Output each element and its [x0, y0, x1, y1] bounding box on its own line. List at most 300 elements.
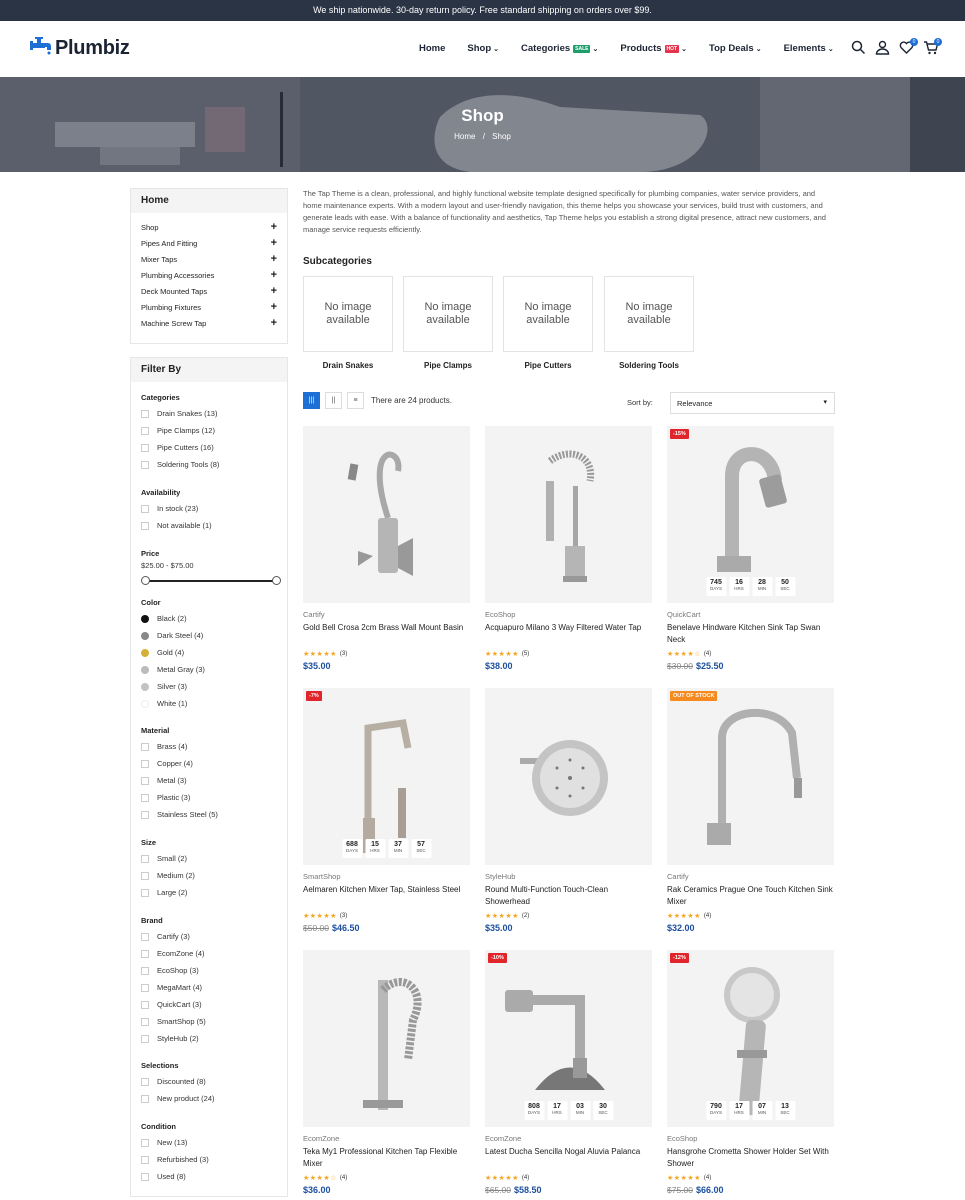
countdown-unit: MIN [575, 1110, 585, 1115]
countdown-unit: HRS [734, 586, 744, 591]
product-brand[interactable]: Cartify [667, 872, 689, 881]
filter-brand [141, 916, 281, 1047]
countdown-timer [706, 1101, 795, 1120]
filter-option[interactable] [141, 1073, 281, 1090]
filter-group-title: Availability [141, 488, 181, 497]
checkbox[interactable] [141, 410, 149, 418]
chevron-down-icon: ⌄ [493, 45, 500, 53]
star-rating-icon: ★★★★★ [485, 1174, 519, 1182]
review-count: (4) [703, 912, 712, 919]
list-view-button[interactable]: ≡ [347, 392, 364, 409]
category-item[interactable] [131, 299, 287, 315]
product-price [303, 1185, 470, 1195]
product-brand[interactable]: EcoShop [485, 610, 516, 619]
filter-option-label: Gold (4) [157, 648, 185, 657]
filter-option[interactable] [141, 627, 281, 644]
product-price [667, 661, 834, 671]
nav-label: Elements [783, 43, 826, 54]
filter-option[interactable] [141, 1030, 281, 1047]
color-swatch[interactable] [141, 666, 149, 674]
subcategory-label[interactable]: Drain Snakes [322, 361, 374, 370]
sort-select[interactable] [670, 392, 835, 414]
category-label: Deck Mounted Taps [141, 286, 208, 296]
announcement-text: We ship nationwide. 30-day return policy. Free standard shipping on orders over $99. [313, 5, 652, 15]
checkbox[interactable] [141, 1095, 149, 1103]
subcategory-card[interactable] [403, 276, 493, 370]
discount-badge: -7% [306, 691, 322, 701]
filter-selections [141, 1061, 281, 1107]
review-count: (4) [703, 1174, 712, 1181]
review-count: (3) [339, 912, 348, 919]
no-image-placeholder[interactable]: No image available [303, 276, 393, 352]
subcategory-card[interactable] [303, 276, 393, 370]
countdown-value: 07 [758, 1103, 766, 1110]
filter-option[interactable] [141, 867, 281, 884]
star-rating-icon: ★★★★☆ [303, 1174, 337, 1182]
nav-home[interactable] [419, 43, 445, 54]
rating [667, 1172, 834, 1183]
category-label: Pipes And Fitting [141, 238, 198, 248]
subcategory-card[interactable] [503, 276, 593, 370]
product-card[interactable] [303, 950, 470, 1200]
checkbox[interactable] [141, 743, 149, 751]
wishlist-heart-icon[interactable] [899, 40, 914, 57]
countdown-timer [524, 1101, 613, 1120]
product-card[interactable] [303, 688, 470, 938]
color-swatch[interactable] [141, 615, 149, 623]
color-swatch[interactable] [141, 649, 149, 657]
filter-option[interactable] [141, 962, 281, 979]
slider-handle-min[interactable] [141, 576, 150, 585]
announcement-bar [0, 0, 965, 21]
main-nav [419, 43, 856, 54]
filter-option-label: StyleHub (2) [157, 1034, 199, 1043]
product-count: There are 24 products. [371, 396, 452, 405]
product-card[interactable] [485, 688, 652, 938]
filter-option[interactable] [141, 500, 281, 517]
countdown-timer [706, 577, 795, 596]
category-tree-title[interactable]: Home [131, 189, 287, 213]
plus-icon[interactable]: + [270, 253, 277, 265]
countdown-value: 28 [758, 579, 766, 586]
product-card[interactable] [667, 688, 834, 938]
product-price [667, 923, 834, 933]
nav-label: Home [419, 43, 446, 54]
review-count: (4) [339, 1174, 348, 1181]
current-price: $35.00 [303, 661, 331, 671]
category-item[interactable] [131, 283, 287, 299]
filter-option-label: Stainless Steel (5) [157, 810, 218, 819]
countdown-box [775, 577, 795, 596]
plus-icon[interactable]: + [270, 301, 277, 313]
product-name[interactable]: Aelmaren Kitchen Mixer Tap, Stainless Steel [303, 885, 461, 894]
product-brand[interactable]: EcomZone [485, 1134, 522, 1143]
user-icon[interactable] [875, 40, 890, 57]
nav-label: Shop [467, 43, 492, 54]
countdown-box [706, 1101, 726, 1120]
category-item[interactable] [131, 315, 287, 331]
filter-categories [141, 393, 281, 473]
breadcrumb-separator: / [482, 132, 485, 141]
plus-icon[interactable]: + [270, 221, 277, 233]
category-label: Mixer Taps [141, 254, 178, 264]
price-slider[interactable] [141, 575, 281, 587]
chevron-down-icon: ⌄ [681, 45, 687, 53]
countdown-unit: DAYS [710, 586, 722, 591]
product-price [303, 923, 470, 933]
checkbox[interactable] [141, 950, 149, 958]
checkbox[interactable] [141, 1139, 149, 1147]
filter-option-label: Refurbished (3) [157, 1155, 209, 1164]
faucet-logo-icon [30, 36, 52, 61]
star-rating-icon: ★★★★☆ [667, 650, 701, 658]
current-price: $66.00 [696, 1185, 724, 1195]
product-card[interactable] [303, 426, 470, 676]
filter-group-title: Material [141, 726, 170, 735]
checkbox[interactable] [141, 1001, 149, 1009]
current-price: $25.50 [696, 661, 724, 671]
filter-option-label: Brass (4) [157, 742, 188, 751]
subcategory-label[interactable]: Soldering Tools [619, 361, 679, 370]
filter-option[interactable] [141, 772, 281, 789]
product-card[interactable] [485, 426, 652, 676]
filter-option-label: MegaMart (4) [157, 983, 203, 992]
product-photo [485, 426, 652, 603]
countdown-timer [342, 839, 431, 858]
checkbox[interactable] [141, 1156, 149, 1164]
checkbox[interactable] [141, 427, 149, 435]
review-count: (4) [521, 1174, 530, 1181]
nav-shop[interactable] [467, 43, 499, 54]
checkbox[interactable] [141, 760, 149, 768]
filter-option-label: EcomZone (4) [157, 949, 205, 958]
countdown-value: 17 [735, 1103, 743, 1110]
product-price [303, 661, 470, 671]
checkbox[interactable] [141, 1173, 149, 1181]
color-swatch[interactable] [141, 683, 149, 691]
subcategory-label[interactable]: Pipe Cutters [524, 361, 572, 370]
countdown-box [729, 1101, 749, 1120]
filter-availability [141, 488, 281, 534]
slider-track [145, 580, 277, 582]
product-name[interactable]: Teka My1 Professional Kitchen Tap Flexible Mixer [303, 1147, 458, 1168]
countdown-value: 15 [371, 841, 379, 848]
countdown-unit: SEC [598, 1110, 608, 1115]
countdown-value: 17 [553, 1103, 561, 1110]
countdown-value: 13 [781, 1103, 789, 1110]
old-price: $75.00 [667, 1185, 693, 1195]
filter-option[interactable] [141, 517, 281, 534]
countdown-unit: DAYS [346, 848, 358, 853]
filter-option[interactable] [141, 422, 281, 439]
category-label: Plumbing Accessories [141, 270, 215, 280]
cart-count: 0 [934, 38, 942, 46]
logo[interactable] [30, 36, 130, 61]
countdown-box [570, 1101, 590, 1120]
header-actions [851, 40, 938, 57]
filter-option[interactable] [141, 1013, 281, 1030]
no-image-placeholder[interactable]: No image available [403, 276, 493, 352]
category-label: Shop [141, 222, 159, 232]
filter-option[interactable] [141, 695, 281, 712]
rating [485, 648, 652, 659]
nav-categories[interactable] [521, 43, 598, 54]
product-image[interactable] [667, 950, 834, 1127]
countdown-unit: HRS [370, 848, 380, 853]
countdown-unit: SEC [416, 848, 426, 853]
filter-option-label: New (13) [157, 1138, 188, 1147]
filter-option[interactable] [141, 979, 281, 996]
filter-option-label: Pipe Cutters (16) [157, 443, 214, 452]
countdown-box [342, 839, 362, 858]
filter-option-label: Medium (2) [157, 871, 195, 880]
filter-option[interactable] [141, 644, 281, 661]
color-swatch[interactable] [141, 700, 149, 708]
filter-option-label: Plastic (3) [157, 793, 191, 802]
category-description: The Tap Theme is a clean, professional, and highly functional website template designed specifically for plumbing companies, water service providers, and home maintenance experts. With a modern layout and user-friendly navigation, this theme helps you showcase your services, build trust with customers, and generate leads with ease. With a balance of functionality and aesthetics, Tap Theme helps you establish a strong digital presence, attract new customers, and manage service requests efficiently. [303, 189, 826, 234]
filter-option-label: Cartify (3) [157, 932, 190, 941]
filter-option[interactable] [141, 1134, 281, 1151]
countdown-unit: DAYS [710, 1110, 722, 1115]
product-name[interactable]: Benelave Hindware Kitchen Sink Tap Swan Neck [667, 623, 821, 644]
checkbox[interactable] [141, 522, 149, 530]
category-item[interactable] [131, 219, 287, 235]
countdown-value: 808 [528, 1103, 540, 1110]
product-brand[interactable]: SmartShop [303, 872, 341, 881]
checkbox[interactable] [141, 933, 149, 941]
filter-option[interactable] [141, 996, 281, 1013]
old-price: $50.00 [303, 923, 329, 933]
checkbox[interactable] [141, 984, 149, 992]
product-name[interactable]: Gold Bell Crosa 2cm Brass Wall Mount Basin [303, 623, 464, 632]
cart-icon[interactable] [923, 40, 938, 57]
filter-condition [141, 1122, 281, 1185]
product-image[interactable] [485, 950, 652, 1127]
product-image[interactable] [485, 688, 652, 865]
filter-option[interactable] [141, 439, 281, 456]
countdown-unit: MIN [757, 586, 767, 591]
filter-option-label: EcoShop (3) [157, 966, 199, 975]
filter-option[interactable] [141, 456, 281, 473]
page-banner [0, 77, 965, 172]
current-price: $38.00 [485, 661, 513, 671]
filter-option[interactable] [141, 678, 281, 695]
page-title: Shop [461, 106, 504, 125]
filter-option-label: Discounted (8) [157, 1077, 206, 1086]
hot-badge: HOT [666, 45, 678, 52]
nav-top-deals[interactable] [709, 43, 762, 54]
countdown-box [706, 577, 726, 596]
grid-2-view-button[interactable]: || [325, 392, 342, 409]
checkbox[interactable] [141, 444, 149, 452]
star-rating-icon: ★★★★★ [485, 650, 519, 658]
product-card[interactable] [667, 950, 834, 1200]
countdown-value: 03 [576, 1103, 584, 1110]
product-image[interactable] [303, 950, 470, 1127]
filter-option-label: Large (2) [157, 888, 188, 897]
checkbox[interactable] [141, 1035, 149, 1043]
checkbox[interactable] [141, 505, 149, 513]
countdown-box [752, 577, 772, 596]
filter-option-label: QuickCart (3) [157, 1000, 202, 1009]
product-name[interactable]: Hansgrohe Crometta Shower Holder Set With Shower [667, 1147, 829, 1168]
subcategory-label[interactable]: Pipe Clamps [423, 361, 472, 370]
star-rating-icon: ★★★★★ [303, 912, 337, 920]
product-name[interactable]: Round Multi-Function Touch-Clean Showerhead [485, 885, 609, 906]
filter-group-title: Size [141, 838, 157, 847]
checkbox[interactable] [141, 872, 149, 880]
product-price [485, 661, 652, 671]
countdown-value: 30 [599, 1103, 607, 1110]
no-image-placeholder[interactable]: No image available [604, 276, 694, 352]
countdown-box [752, 1101, 772, 1120]
countdown-unit: SEC [780, 586, 790, 591]
countdown-box [729, 577, 749, 596]
checkbox[interactable] [141, 811, 149, 819]
discount-badge: OUT OF STOCK [670, 691, 717, 701]
filter-option-label: Silver (3) [157, 682, 188, 691]
filter-title: Filter By [131, 358, 287, 382]
filter-option[interactable] [141, 661, 281, 678]
product-price [485, 923, 652, 933]
countdown-unit: MIN [393, 848, 403, 853]
filter-material [141, 726, 281, 823]
countdown-value: 37 [394, 841, 402, 848]
price-range-text: $25.00 - $75.00 [141, 561, 194, 570]
breadcrumb-home[interactable]: Home [454, 132, 476, 141]
review-count: (4) [703, 650, 712, 657]
color-swatch[interactable] [141, 632, 149, 640]
filter-group-title: Price [141, 549, 160, 558]
product-image[interactable] [303, 688, 470, 865]
filter-option[interactable] [141, 806, 281, 823]
filter-option-label: Metal Gray (3) [157, 665, 205, 674]
category-label: Plumbing Fixtures [141, 302, 202, 312]
filter-option[interactable] [141, 928, 281, 945]
checkbox[interactable] [141, 1078, 149, 1086]
checkbox[interactable] [141, 777, 149, 785]
countdown-box [388, 839, 408, 858]
product-price [667, 1185, 834, 1195]
countdown-unit: DAYS [528, 1110, 540, 1115]
product-image[interactable] [667, 688, 834, 865]
rating [485, 1172, 652, 1183]
rating [485, 910, 652, 921]
current-price: $36.00 [303, 1185, 331, 1195]
filter-option-label: SmartShop (5) [157, 1017, 206, 1026]
filter-option-label: Not available (1) [157, 521, 212, 530]
product-brand[interactable]: EcomZone [303, 1134, 340, 1143]
product-card[interactable] [485, 950, 652, 1200]
filter-group-title: Selections [141, 1061, 179, 1070]
product-toolbar [303, 392, 835, 412]
product-name[interactable]: Acquapuro Milano 3 Way Filtered Water Tap [485, 623, 642, 632]
product-photo [303, 950, 470, 1127]
subcategory-card[interactable] [604, 276, 694, 370]
rating [667, 648, 834, 659]
star-rating-icon: ★★★★★ [303, 650, 337, 658]
filter-option[interactable] [141, 1168, 281, 1185]
product-image[interactable] [303, 426, 470, 603]
filter-option[interactable] [141, 789, 281, 806]
filter-size [141, 838, 281, 901]
filter-option[interactable] [141, 884, 281, 901]
countdown-box [593, 1101, 613, 1120]
sale-badge: SALE [575, 45, 589, 52]
product-name[interactable]: Latest Ducha Sencilla Nogal Aluvia Palanca [485, 1147, 641, 1156]
checkbox[interactable] [141, 794, 149, 802]
product-image[interactable] [485, 426, 652, 603]
filter-option[interactable] [141, 1090, 281, 1107]
filter-option[interactable] [141, 610, 281, 627]
nav-label: Products [620, 43, 662, 54]
countdown-box [775, 1101, 795, 1120]
checkbox[interactable] [141, 461, 149, 469]
countdown-box [365, 839, 385, 858]
checkbox[interactable] [141, 967, 149, 975]
category-item[interactable] [131, 251, 287, 267]
countdown-unit: SEC [780, 1110, 790, 1115]
product-brand[interactable]: QuickCart [667, 610, 701, 619]
plus-icon[interactable]: + [270, 317, 277, 329]
product-image[interactable] [667, 426, 834, 603]
star-rating-icon: ★★★★★ [667, 1174, 701, 1182]
grid-3-view-button[interactable]: ||| [303, 392, 320, 409]
nav-label: Categories [521, 43, 571, 54]
product-brand[interactable]: Cartify [303, 610, 325, 619]
product-brand[interactable]: StyleHub [485, 872, 516, 881]
current-price: $35.00 [485, 923, 513, 933]
filter-option-label: Dark Steel (4) [157, 631, 204, 640]
filter-option-label: Used (8) [157, 1172, 186, 1181]
filter-option[interactable] [141, 755, 281, 772]
plus-icon[interactable]: + [270, 269, 277, 281]
filter-group-title: Brand [141, 916, 163, 925]
nav-products[interactable] [620, 43, 687, 54]
filter-color [141, 598, 281, 712]
plus-icon[interactable]: + [270, 285, 277, 297]
checkbox[interactable] [141, 855, 149, 863]
filter-option[interactable] [141, 945, 281, 962]
category-item[interactable] [131, 235, 287, 251]
current-price: $46.50 [332, 923, 360, 933]
filter-option-label: Soldering Tools (8) [157, 460, 220, 469]
filter-option[interactable] [141, 405, 281, 422]
search-icon[interactable] [851, 40, 866, 57]
filter-option[interactable] [141, 738, 281, 755]
checkbox[interactable] [141, 1018, 149, 1026]
plus-icon[interactable]: + [270, 237, 277, 249]
product-name[interactable]: Rak Ceramics Prague One Touch Kitchen Sink Mixer [667, 885, 833, 906]
product-photo [667, 688, 834, 865]
rating [667, 910, 834, 921]
no-image-placeholder[interactable]: No image available [503, 276, 593, 352]
checkbox[interactable] [141, 889, 149, 897]
slider-handle-max[interactable] [272, 576, 281, 585]
countdown-unit: HRS [552, 1110, 562, 1115]
countdown-value: 50 [781, 579, 789, 586]
current-price: $58.50 [514, 1185, 542, 1195]
filter-option[interactable] [141, 1151, 281, 1168]
discount-badge: -15% [670, 429, 689, 439]
product-brand[interactable]: EcoShop [667, 1134, 698, 1143]
product-card[interactable] [667, 426, 834, 676]
filter-option[interactable] [141, 850, 281, 867]
countdown-unit: HRS [734, 1110, 744, 1115]
sort-label: Sort by: [627, 398, 653, 407]
nav-elements[interactable] [784, 43, 834, 54]
category-item[interactable] [131, 267, 287, 283]
